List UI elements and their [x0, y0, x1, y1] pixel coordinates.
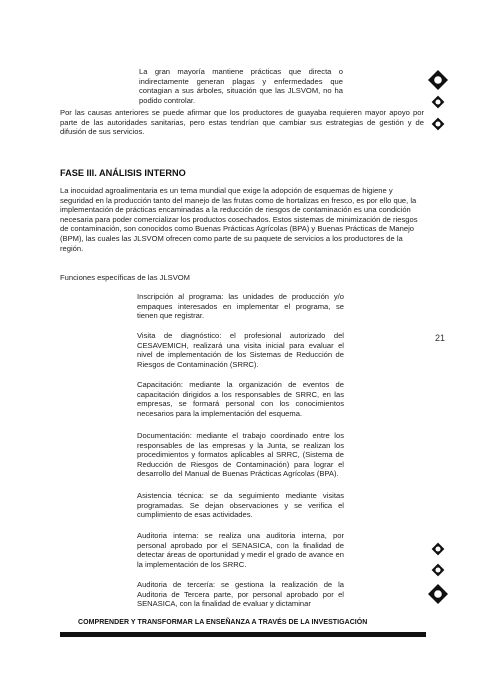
footer-rule: [60, 632, 426, 637]
function-item: Inscripción al programa: las unidades de producción y/o empaques interesados en implementar el programa, se tienen que registrar.: [137, 292, 344, 321]
diamond-ornament-icon: [431, 117, 445, 131]
function-item: Auditoria de tercería: se gestiona la realización de la Auditoria de Tercera parte, por personal aprobado por el SENASICA, con la finalidad de evaluar y dictaminar: [137, 580, 344, 609]
function-item: Capacitación: mediante la organización de eventos de capacitación dirigidos a los responsables de SRRC, en las empresas, se formará personal con los conocimientos necesarios para la implementación del esquema.: [137, 380, 344, 418]
diamond-ornament-icon: [427, 583, 449, 605]
diamond-ornament-icon: [431, 542, 445, 556]
diamond-ornament-icon: [431, 95, 445, 109]
function-item: Asistencia técnica: se da seguimiento mediante visitas programadas. Se dejan observaciones y se verifica el cumplimiento de esas actividades.: [137, 491, 344, 520]
section-paragraph: La inocuidad agroalimentaria es un tema mundial que exige la adopción de esquemas de higiene y seguridad en la producción tanto del manejo de las frutas como de hortalizas en fresco, es por ello que, la implementación de prácticas encaminadas a la reducción de riesgos de contaminación es una condición necesaria para poder comercializar los productos cosechados. Estos sistemas de minimización de riesgos de contaminación, son conocidos como Buenas Prácticas Agrícolas (BPA) y Buenas Prácticas de Manejo (BPM), las cuales las JLSVOM ofrecen como parte de su paquete de servicios a los productores de la región.: [60, 186, 418, 253]
intro-indented-paragraph: La gran mayoría mantiene prácticas que directa o indirectamente generan plagas y enfermedades que contagian a sus árboles, situación que las JLSVOM, no ha podido controlar.: [139, 67, 343, 105]
diamond-ornament-icon: [427, 69, 449, 91]
diamond-ornament-icon: [431, 563, 445, 577]
running-footer: COMPRENDER Y TRANSFORMAR LA ENSEÑANZA A TRAVÉS DE LA INVESTIGACIÓN: [78, 619, 368, 626]
section-heading: FASE III. ANÁLISIS INTERNO: [60, 168, 186, 178]
function-item: Visita de diagnóstico: el profesional autorizado del CESAVEMICH, realizará una visita inicial para evaluar el nivel de implementación de los Sistemas de Reducción de Riesgos de Contaminación (SRRC).: [137, 331, 344, 369]
intro-paragraph: Por las causas anteriores se puede afirmar que los productores de guayaba requieren mayor apoyo por parte de las autoridades sanitarias, pero estas tendrían que cambiar sus estrategias de gestión y de difusión de sus servicios.: [60, 108, 424, 137]
function-item: Documentación: mediante el trabajo coordinado entre los responsables de las empresas y la Junta, se realizan los procedimientos y formatos aplicables al SRRC, (Sistema de Reducción de Riesgos de Contaminación) para lograr el desarrollo del Manual de Buenas Prácticas Agrícolas (BPA).: [137, 431, 344, 479]
page-number: 21: [435, 333, 446, 343]
function-item: Auditoria interna: se realiza una auditoria interna, por personal aprobado por el SENASICA, con la finalidad de detectar áreas de oportunidad y medir el grado de avance en la implementación de los SRRC.: [137, 531, 344, 569]
functions-label: Funciones específicas de las JLSVOM: [60, 273, 190, 282]
